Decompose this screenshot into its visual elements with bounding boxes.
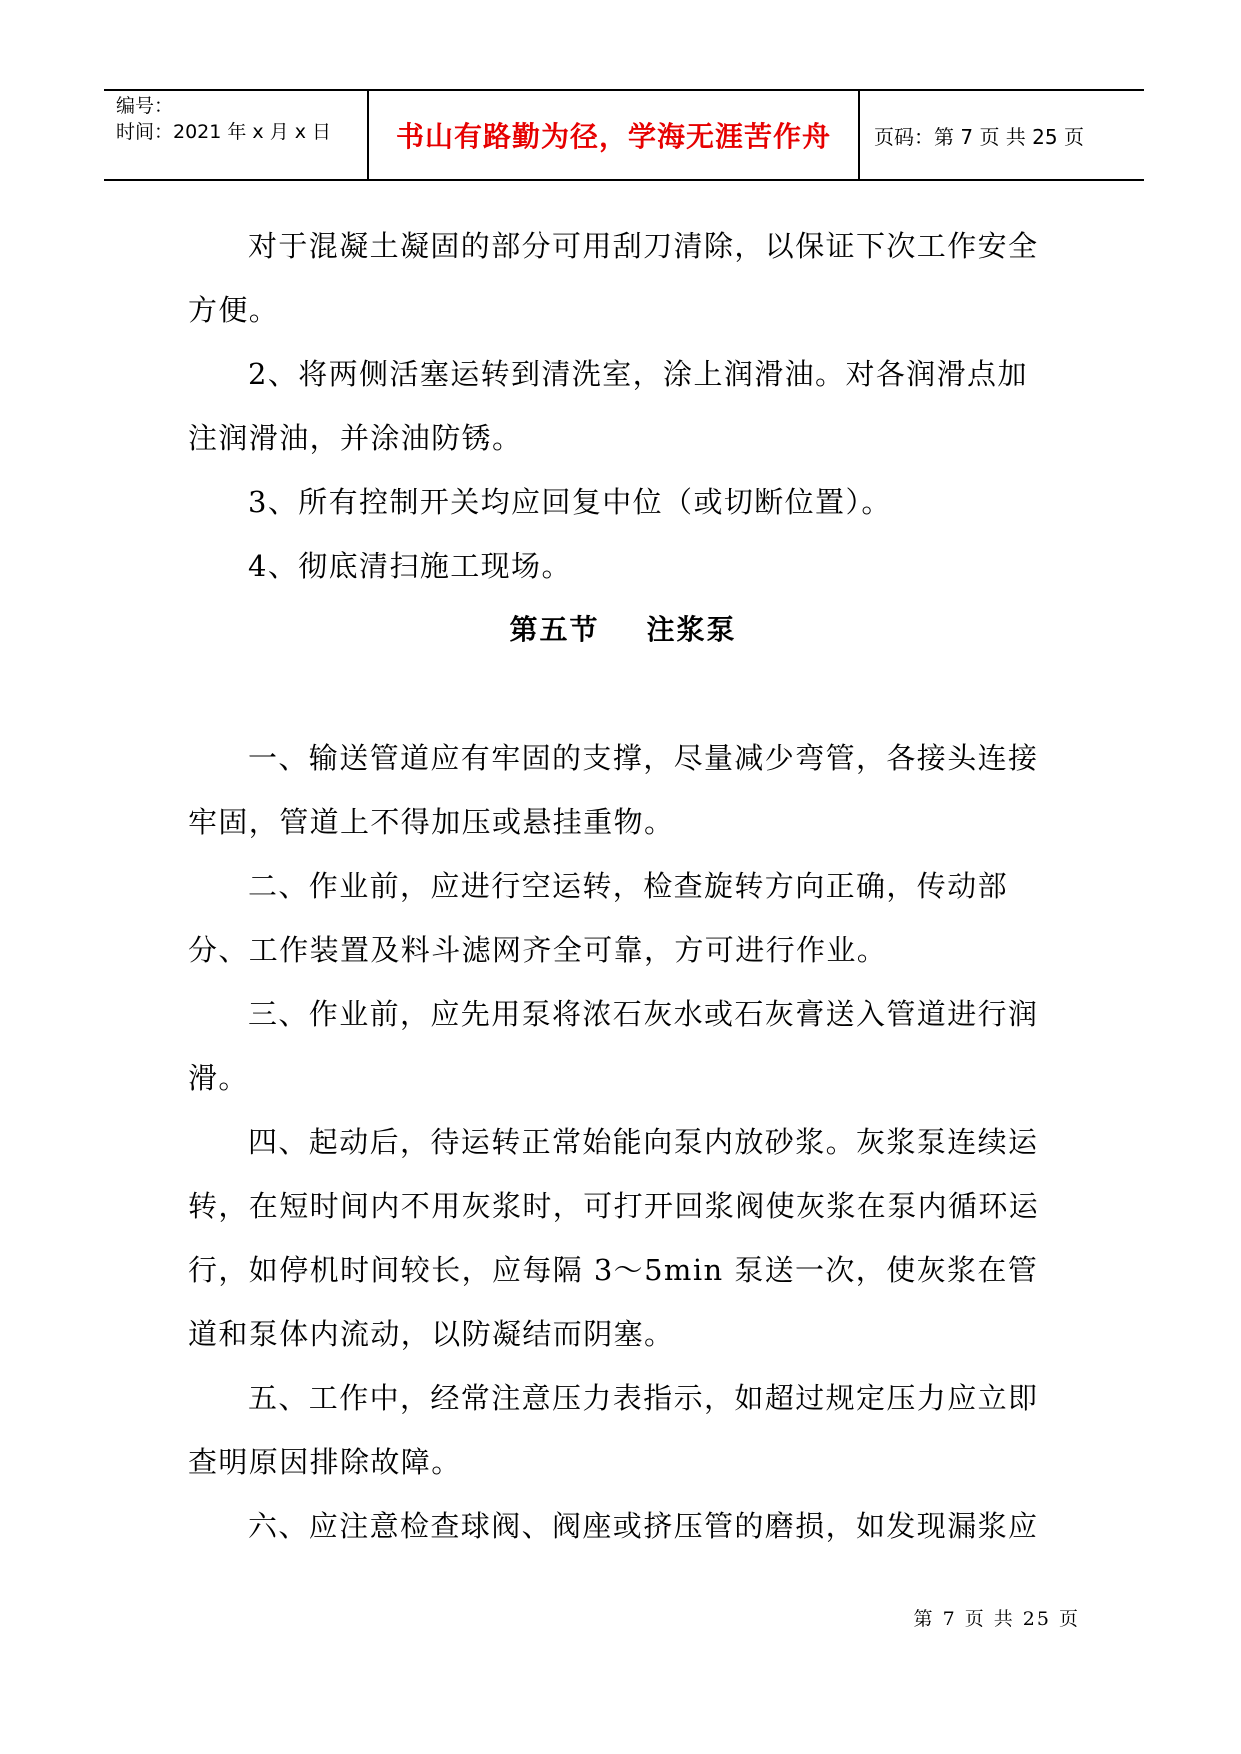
section-title: 第五节 注浆泵	[509, 613, 737, 646]
paragraph: 二、作业前，应进行空运转，检查旋转方向正确，传动部分、工作装置及料斗滤网齐全可靠，方可进行作业。	[188, 869, 1009, 967]
page-footer: 第 7 页 共 25 页	[913, 1608, 1080, 1630]
paragraph: 六、应注意检查球阀、阀座或挤压管的磨损，如发现漏浆应	[248, 1509, 1039, 1543]
document-number-label: 编号：	[116, 95, 174, 117]
document-body	[188, 214, 1058, 1558]
paragraph: 四、起动后，待运转正常始能向泵内放砂浆。灰浆泵连续运转，在短时间内不用灰浆时，可打开回浆阀使灰浆在泵内循环运行，如停机时间较长，应每隔 3～5min 泵送一次，使灰浆在管道和泵体内流动，以防凝结而阴塞。	[188, 1125, 1040, 1351]
paragraph: 对于混凝土凝固的部分可用刮刀清除，以保证下次工作安全方便。	[188, 229, 1039, 327]
header-page-info: 页码：第 7 页 共 25 页	[874, 124, 1084, 149]
header-meta	[116, 91, 364, 179]
paragraph: 三、作业前，应先用泵将浓石灰水或石灰膏送入管道进行润滑。	[188, 997, 1039, 1095]
paragraph: 一、输送管道应有牢固的支撑，尽量减少弯管，各接头连接牢固，管道上不得加压或悬挂重物。	[188, 741, 1039, 839]
paragraph: 4、彻底清扫施工现场。	[248, 549, 572, 583]
header-motto: 书山有路勤为径，学海无涯苦作舟	[395, 120, 831, 153]
paragraph: 3、所有控制开关均应回复中位（或切断位置）。	[248, 485, 892, 519]
page-header	[104, 89, 1144, 181]
header-divider-right	[858, 91, 860, 179]
paragraph: 2、将两侧活塞运转到清洗室，涂上润滑油。对各润滑点加注润滑油，并涂油防锈。	[188, 357, 1028, 455]
paragraph: 五、工作中，经常注意压力表指示，如超过规定压力应立即查明原因排除故障。	[188, 1381, 1039, 1479]
document-time-label: 时间：2021 年 x 月 x 日	[116, 121, 332, 143]
